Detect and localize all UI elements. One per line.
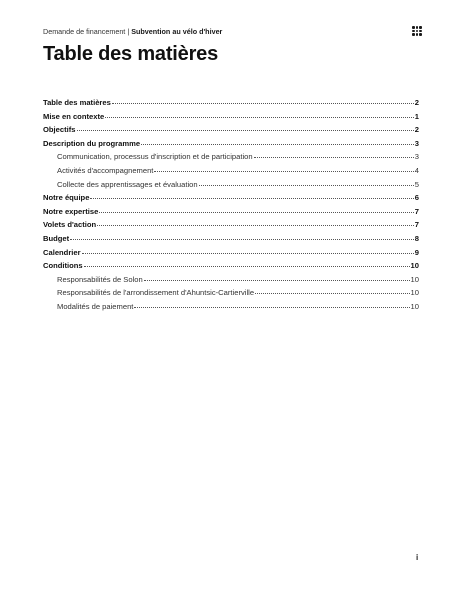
toc-leader <box>154 171 413 172</box>
toc-leader <box>77 130 414 131</box>
toc-entry[interactable] <box>43 207 419 221</box>
toc-entry[interactable] <box>43 139 419 153</box>
header-separator: | <box>127 27 130 36</box>
toc-entry-label: Conditions <box>43 261 83 271</box>
toc-entry-page: 6 <box>414 193 419 203</box>
toc-subentry[interactable] <box>43 302 419 316</box>
toc-leader <box>82 253 414 254</box>
toc-entry-label: Notre expertise <box>43 206 99 216</box>
toc-entry-page: 5 <box>414 179 419 189</box>
toc-entry-label: Volets d'action <box>43 220 97 230</box>
toc-entry-label: Description du programme <box>43 138 141 148</box>
toc-entry-page: 2 <box>414 98 419 107</box>
toc-entry-label: Responsabilités de Solon <box>57 274 143 284</box>
toc-entry-page: 8 <box>414 233 419 243</box>
toc-entry[interactable] <box>43 234 419 248</box>
toc-leader <box>144 280 410 281</box>
toc-entry-page: 3 <box>414 152 419 162</box>
toc-leader <box>255 293 409 294</box>
toc-subentry[interactable] <box>43 152 419 166</box>
toc-entry-page: 9 <box>414 247 419 257</box>
toc-entry[interactable] <box>43 261 419 275</box>
toc-subentry[interactable] <box>43 275 419 289</box>
toc-entry[interactable] <box>43 248 419 262</box>
toc-entry-label: Communication, processus d'inscription et de participation <box>57 152 253 162</box>
toc-entry-page: 7 <box>414 220 419 230</box>
header-subject: Subvention au vélo d'hiver <box>131 27 223 36</box>
page-title: Table des matières <box>43 43 219 65</box>
toc-entry-label: Notre équipe <box>43 193 90 203</box>
toc-entry-label: Table des matières <box>43 98 111 107</box>
toc-entry-label: Objectifs <box>43 125 76 135</box>
toc-entry-page: 10 <box>410 261 419 271</box>
toc-leader <box>70 239 414 240</box>
toc-entry-label: Budget <box>43 233 70 243</box>
toc-leader <box>90 198 413 199</box>
toc-entry-label: Collecte des apprentissages et évaluation <box>57 179 198 189</box>
toc-entry-page: 2 <box>414 125 419 135</box>
toc-entry-page: 3 <box>414 138 419 148</box>
toc-entry-page: 7 <box>414 206 419 216</box>
toc-entry[interactable] <box>43 220 419 234</box>
toc-leader <box>254 157 414 158</box>
toc-leader <box>105 117 414 118</box>
toc-entry-label: Modalités de paiement <box>57 301 134 311</box>
toc-subentry[interactable] <box>43 166 419 180</box>
toc-entry-page: 4 <box>414 165 419 175</box>
page-number: i <box>416 553 419 562</box>
table-of-contents <box>43 98 419 316</box>
header-doc-type: Demande de financement <box>43 27 126 36</box>
toc-leader <box>112 103 414 104</box>
toc-entry[interactable] <box>43 98 419 112</box>
toc-entry[interactable] <box>43 193 419 207</box>
grid-logo-icon <box>412 26 422 36</box>
toc-entry-page: 10 <box>410 301 419 311</box>
toc-leader <box>134 307 409 308</box>
toc-subentry[interactable] <box>43 180 419 194</box>
toc-leader <box>97 225 414 226</box>
toc-entry-label: Calendrier <box>43 247 81 257</box>
toc-entry-page: 1 <box>414 111 419 121</box>
toc-leader <box>199 185 414 186</box>
toc-entry-label: Activités d'accompagnement <box>57 165 154 175</box>
toc-entry-label: Mise en contexte <box>43 111 105 121</box>
running-header <box>43 27 222 36</box>
toc-entry[interactable] <box>43 112 419 126</box>
toc-entry-page: 10 <box>410 274 419 284</box>
toc-leader <box>99 212 413 213</box>
toc-leader <box>141 144 414 145</box>
toc-subentry[interactable] <box>43 288 419 302</box>
toc-entry[interactable] <box>43 125 419 139</box>
toc-leader <box>84 266 410 267</box>
toc-entry-label: Responsabilités de l'arrondissement d'Ahuntsic-Cartierville <box>57 288 255 298</box>
toc-entry-page: 10 <box>410 288 419 298</box>
